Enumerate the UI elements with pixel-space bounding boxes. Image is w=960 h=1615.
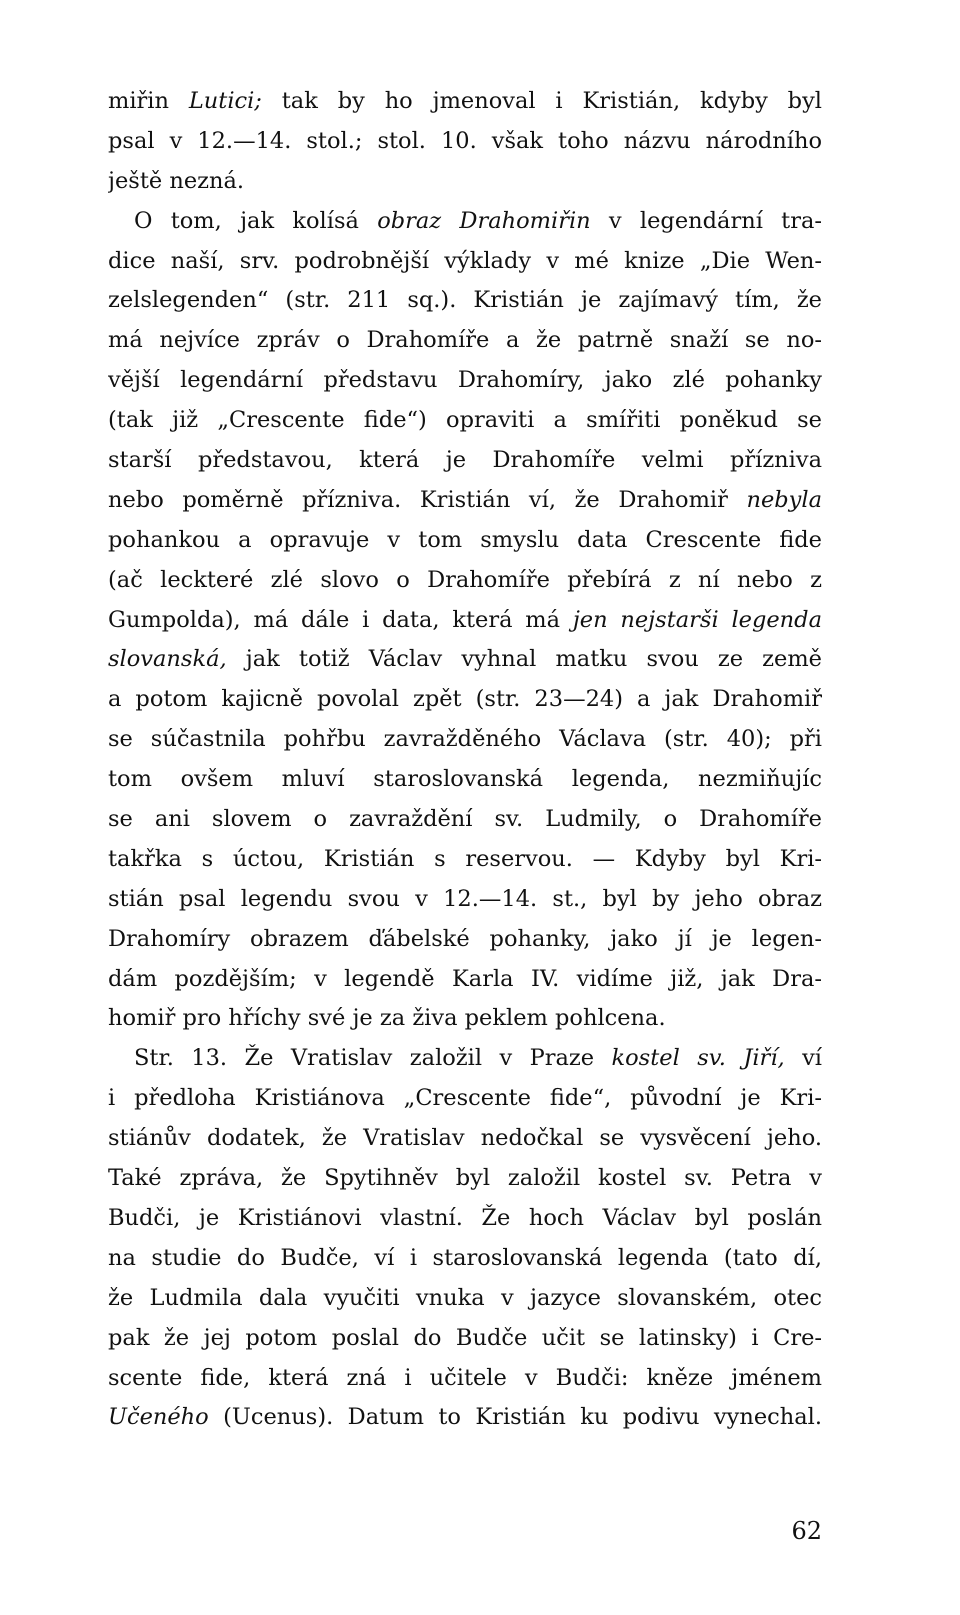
- text-line: [108, 1359, 822, 1399]
- text-segment: jak totiž Václav vyhnal matku svou ze země: [226, 646, 822, 673]
- text-line: [108, 1199, 822, 1239]
- text-segment: Str. 13. Že Vratislav založil v Praze: [134, 1045, 612, 1072]
- text-line: [108, 82, 822, 122]
- text-segment: má nejvíce zpráv o Drahomíře a že patrně snaží se no-: [108, 327, 822, 354]
- text-segment: se súčastnila pohřbu zavražděného Václava (str. 40); při: [108, 726, 822, 753]
- text-line: [108, 840, 822, 880]
- text-line: [108, 361, 822, 401]
- text-line: [108, 1239, 822, 1279]
- text-line: [108, 1319, 822, 1359]
- text-segment: vější legendární představu Drahomíry, jako zlé pohanky: [108, 367, 822, 394]
- text-line: [108, 281, 822, 321]
- italic-text: Učeného: [108, 1404, 209, 1431]
- text-line: [108, 561, 822, 601]
- text-segment: pohankou a opravuje v tom smyslu data Crescente fide: [108, 526, 822, 553]
- text-segment: v legendární tra-: [590, 207, 822, 234]
- text-segment: ještě nezná.: [108, 167, 245, 194]
- text-line: [108, 321, 822, 361]
- text-line: [108, 481, 822, 521]
- text-segment: Také zpráva, že Spytihněv byl založil kostel sv. Petra v: [108, 1165, 822, 1192]
- text-segment: pak že jej potom poslal do Budče učit se latinsky) i Cre-: [108, 1324, 822, 1351]
- text-line: [108, 1119, 822, 1159]
- text-segment: tom ovšem mluví staroslovanská legenda, nezmiňujíc: [108, 766, 822, 793]
- text-segment: scente fide, která zná i učitele v Budči: kněze jménem: [108, 1364, 822, 1391]
- text-line: [108, 441, 822, 481]
- text-segment: i předloha Kristiánova „Crescente fide“, původní je Kri-: [108, 1085, 822, 1112]
- text-line: [108, 1398, 822, 1438]
- text-segment: na studie do Budče, ví i staroslovanská legenda (tato dí,: [108, 1244, 822, 1271]
- text-segment: že Ludmila dala vyučiti vnuka v jazyce slovanském, otec: [108, 1284, 822, 1311]
- text-line: [108, 800, 822, 840]
- text-segment: tak by ho jmenoval i Kristián, kdyby byl: [261, 88, 822, 114]
- text-line: [108, 601, 822, 641]
- text-line: [108, 760, 822, 800]
- text-line: [108, 1279, 822, 1319]
- text-segment: starší představou, která je Drahomíře velmi přízniva: [108, 447, 822, 474]
- text-segment: zelslegenden“ (str. 211 sq.). Kristián je zajímavý tím, že: [108, 287, 822, 314]
- italic-text: kostel sv. Jiří,: [611, 1045, 785, 1072]
- text-segment: a potom kajicně povolal zpět (str. 23—24) a jak Drahomiř: [108, 686, 822, 713]
- text-line: [108, 202, 822, 242]
- text-line: [108, 1159, 822, 1199]
- text-segment: (ač leckteré zlé slovo o Drahomíře přebírá z ní nebo z: [108, 566, 822, 593]
- text-line: [108, 521, 822, 561]
- page-body: [108, 82, 822, 1438]
- text-segment: psal v 12.—14. stol.; stol. 10. však toho názvu národního: [108, 127, 822, 154]
- text-segment: Gumpolda), má dále i data, která má: [108, 606, 573, 633]
- italic-text: jen nejstarši legenda: [572, 606, 822, 633]
- text-segment: stián psal legendu svou v 12.—14. st., byl by jeho obraz: [108, 885, 822, 912]
- text-line: [108, 680, 822, 720]
- text-segment: dám pozdějším; v legendě Karla IV. vidíme již, jak Dra-: [108, 965, 822, 992]
- text-segment: ví: [784, 1045, 822, 1072]
- text-line: [108, 1079, 822, 1119]
- text-line: [108, 880, 822, 920]
- text-segment: Drahomíry obrazem ďábelské pohanky, jako jí je legen-: [108, 925, 822, 952]
- italic-text: obraz Drahomiřin: [377, 207, 591, 234]
- text-line: [108, 920, 822, 960]
- text-segment: nebo poměrně přízniva. Kristián ví, že Drahomiř: [108, 486, 747, 513]
- text-segment: homiř pro hříchy své je za živa peklem pohlcena.: [108, 1005, 666, 1032]
- text-segment: (tak již „Crescente fide“) opraviti a smířiti poněkud se: [108, 407, 822, 434]
- text-segment: (Ucenus). Datum to Kristián ku podivu vynechal.: [208, 1404, 822, 1431]
- text-segment: stiánův dodatek, že Vratislav nedočkal se vysvěcení jeho.: [108, 1125, 822, 1152]
- text-line: [108, 960, 822, 1000]
- text-segment: takřka s úctou, Kristián s reservou. — Kdyby byl Kri-: [108, 845, 822, 872]
- text-segment: dice naší, srv. podrobnější výklady v mé knize „Die Wen-: [108, 247, 822, 274]
- text-line: [108, 122, 822, 162]
- text-segment: se ani slovem o zavraždění sv. Ludmily, o Drahomíře: [108, 806, 822, 833]
- italic-text: Lutici;: [188, 88, 262, 114]
- page-number: 62: [791, 1517, 822, 1545]
- text-segment: O tom, jak kolísá: [134, 207, 378, 234]
- text-segment: Budči, je Kristiánovi vlastní. Že hoch Václav byl poslán: [108, 1204, 822, 1231]
- text-line: [108, 999, 822, 1039]
- text-line: [108, 242, 822, 282]
- text-line: [108, 1039, 822, 1079]
- text-line: [108, 401, 822, 441]
- text-segment: miřin: [108, 88, 189, 114]
- italic-text: slovanská,: [108, 646, 227, 673]
- text-line: [108, 640, 822, 680]
- text-line: [108, 162, 822, 202]
- text-line: [108, 720, 822, 760]
- italic-text: nebyla: [746, 486, 822, 513]
